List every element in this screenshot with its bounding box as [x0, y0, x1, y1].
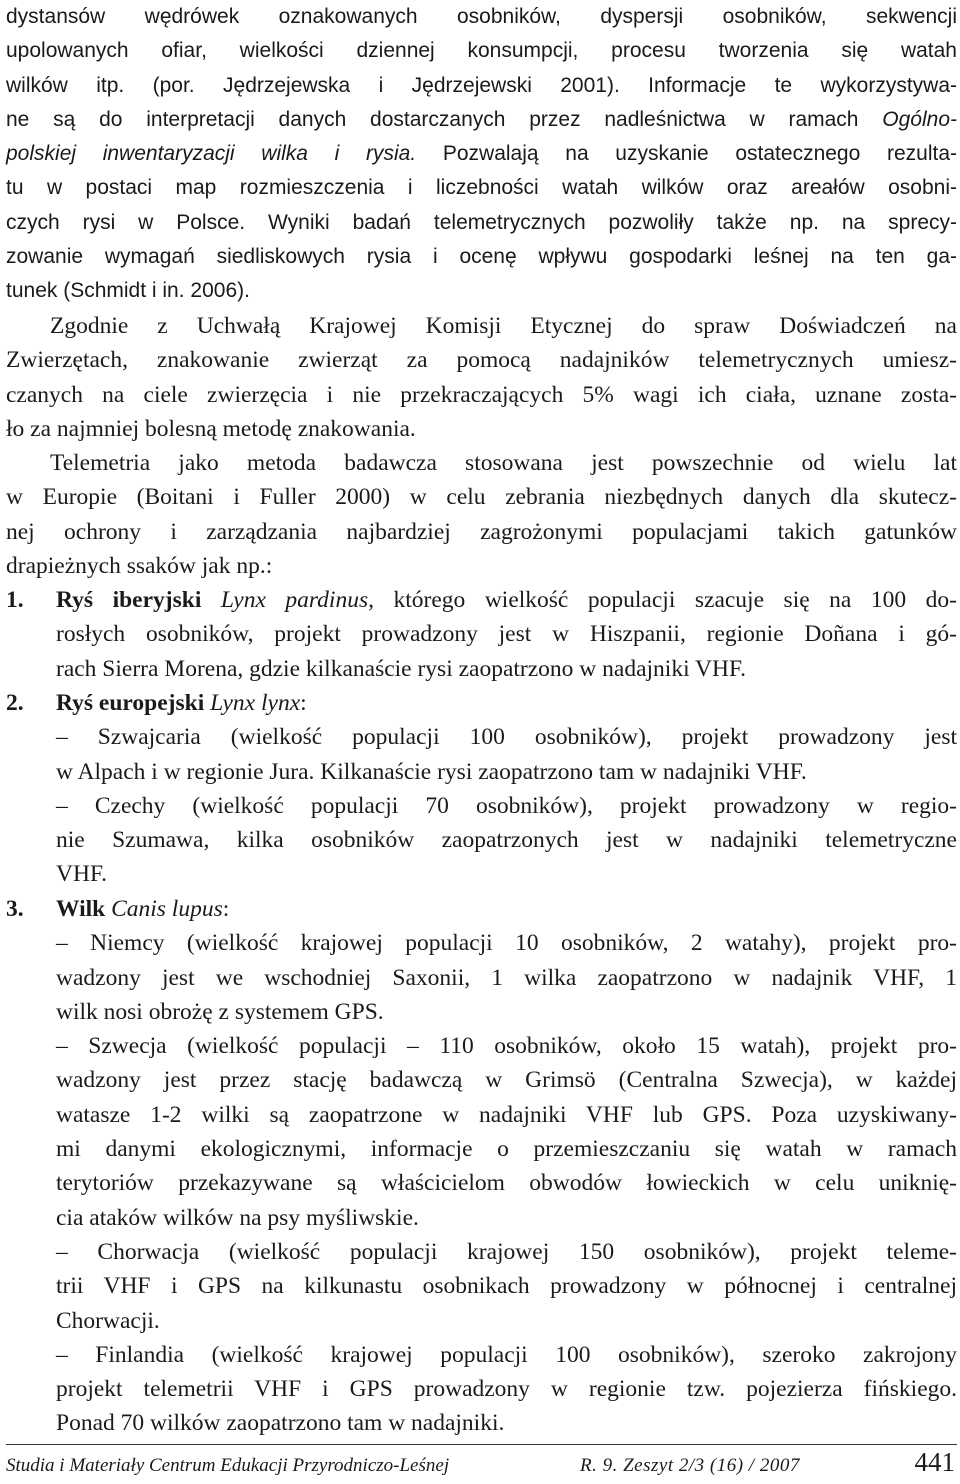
latin-name: Lynx pardinus	[220, 587, 369, 613]
text-line: upolowanych ofiar, wielkości dziennej konsumpcji, procesu tworzenia się watah	[6, 39, 957, 63]
text-line: wadzony jest we wschodniej Saxonii, 1 wilka zaopatrzono w nadajnik VHF, 1	[56, 964, 957, 991]
text-line: rach Sierra Morena, gdzie kilkanaście rysi zaopatrzono w nadajniki VHF.	[56, 655, 747, 682]
text-line: w Alpach i w regionie Jura. Kilkanaście rysi zaopatrzono tam w nadajniki VHF.	[56, 758, 807, 785]
text-line: w Europie (Boitani i Fuller 2000) w celu zebrania niezbędnych danych dla skutecz-	[6, 484, 957, 511]
text-line: – Szwecja (wielkość populacji – 110 osobników, około 15 watah), projekt pro-	[56, 1033, 957, 1060]
text-line: czanych na ciele zwierzęcia i nie przekraczających 5% wagi ich ciała, uznane zosta-	[6, 381, 957, 408]
text-line: drapieżnych ssaków jak np.:	[6, 552, 273, 579]
list-item-body	[6, 686, 957, 892]
paragraph-telemetry-data	[6, 0, 957, 309]
text-line: tu w postaci map rozmieszczenia i liczebności watah wilków oraz areałów osobni-	[6, 176, 957, 200]
text-line: tunek (Schmidt i in. 2006).	[6, 279, 250, 303]
volume-info: R. 9. Zeszyt 2/3 (16) / 2007	[580, 1455, 800, 1476]
text-line: ło za najmniej bolesną metodę znakowania.	[6, 415, 416, 442]
text-line: mi danymi ekologicznymi, informacje o przemieszczaniu się watah w ramach	[56, 1136, 957, 1163]
paragraph-telemetry-europe	[6, 446, 957, 583]
text-line: nie Szumawa, kilka osobników zaopatrzonych jest w nadajniki telemetryczne	[56, 827, 957, 854]
text-segment: , którego wielkość populacji szacuje się na 100 do-	[368, 587, 957, 613]
text-line	[6, 137, 957, 171]
list-item-body	[6, 892, 957, 1441]
italic-title: Ogólno-	[882, 107, 957, 131]
italic-title: polskiej inwentaryzacji wilka i rysia.	[6, 142, 417, 166]
text-line	[6, 583, 957, 617]
text-line: Telemetria jako metoda badawcza stosowana jest powszechnie od wielu lat	[50, 450, 957, 476]
list-number: 2.	[6, 690, 24, 716]
text-line: watasze 1-2 wilki są zaopatrzone w nadajniki VHF lub GPS. Poza uzyskiwany-	[56, 1101, 957, 1128]
list-item-body	[6, 583, 957, 686]
text-line	[6, 892, 957, 926]
page-number: 441	[914, 1447, 955, 1477]
text-segment: Pozwalają na uzyskanie ostatecznego rezulta-	[442, 142, 957, 166]
text-line: – Czechy (wielkość populacji 70 osobników), projekt prowadzony w regio-	[56, 792, 957, 819]
text-line: Ponad 70 wilków zaopatrzono tam w nadajniki.	[56, 1410, 505, 1437]
journal-title: Studia i Materiały Centrum Edukacji Przyrodniczo-Leśnej	[6, 1455, 450, 1476]
text-line: Zwierzętach, znakowanie zwierząt za pomocą nadajników telemetrycznych umiesz-	[6, 347, 957, 374]
document-page	[6, 0, 957, 1484]
species-name: Ryś europejski	[56, 690, 205, 716]
text-segment: :	[222, 896, 230, 922]
text-line: Chorwacji.	[56, 1307, 160, 1334]
text-line: dystansów wędrówek oznakowanych osobników, dyspersji osobników, sekwencji	[6, 5, 957, 28]
text-segment: :	[300, 690, 307, 716]
text-line: wadzony jest przez stację badawczą w Grimsö (Centralna Szwecja), w każdej	[56, 1067, 957, 1094]
text-line: trii VHF i GPS na kilkunastu osobnikach prowadzony w północnej i centralnej	[56, 1273, 957, 1300]
text-line: – Finlandia (wielkość krajowej populacji 100 osobników), szeroko zakrojony	[56, 1341, 957, 1368]
species-name: Wilk	[56, 896, 106, 922]
text-line: – Chorwacja (wielkość populacji krajowej 150 osobników), projekt teleme-	[56, 1238, 957, 1265]
text-line: nej ochrony i zarządzania najbardziej zagrożonymi populacjami takich gatunków	[6, 518, 957, 545]
text-line: czych rysi w Polsce. Wyniki badań telemetrycznych pozwoliły także np. na sprecy-	[6, 210, 957, 234]
text-line: cia ataków wilków na psy myśliwskie.	[56, 1204, 419, 1231]
text-line	[6, 103, 957, 137]
text-line: – Niemcy (wielkość krajowej populacji 10 osobników, 2 watahy), projekt pro-	[56, 930, 957, 957]
paragraph-ethics	[6, 309, 957, 446]
text-line: Zgodnie z Uchwałą Krajowej Komisji Etycznej do spraw Doświadczeń na	[50, 313, 957, 339]
latin-name: Lynx lynx	[210, 690, 301, 716]
text-line: projekt telemetrii VHF i GPS prowadzony w regionie tzw. pojezierza fińskiego.	[56, 1376, 957, 1403]
text-segment: ne są do interpretacji danych dostarczanych przez nadleśnictwa w ramach	[6, 107, 859, 131]
text-line	[6, 686, 957, 720]
text-line: wilk nosi obrożę z systemem GPS.	[56, 998, 384, 1025]
text-line: VHF.	[56, 861, 108, 888]
list-number: 3.	[6, 896, 24, 922]
text-line: wilków itp. (por. Jędrzejewska i Jędrzejewski 2001). Informacje te wykorzystywa-	[6, 73, 957, 97]
text-line: zowanie wymagań siedliskowych rysia i ocenę wpływu gospodarki leśnej na ten ga-	[6, 245, 957, 269]
species-name: Ryś iberyjski	[56, 587, 202, 613]
text-line: – Szwajcaria (wielkość populacji 100 osobników), projekt prowadzony jest	[56, 724, 957, 751]
latin-name: Canis lupus	[111, 896, 223, 922]
text-line: terytoriów przekazywane są właścicielom obwodów łowieckich w celu uniknię-	[56, 1170, 957, 1197]
list-number: 1.	[6, 587, 24, 613]
text-line: rosłych osobników, projekt prowadzony jest w Hiszpanii, regionie Doñana i gó-	[56, 621, 957, 648]
page-footer	[6, 1444, 957, 1481]
